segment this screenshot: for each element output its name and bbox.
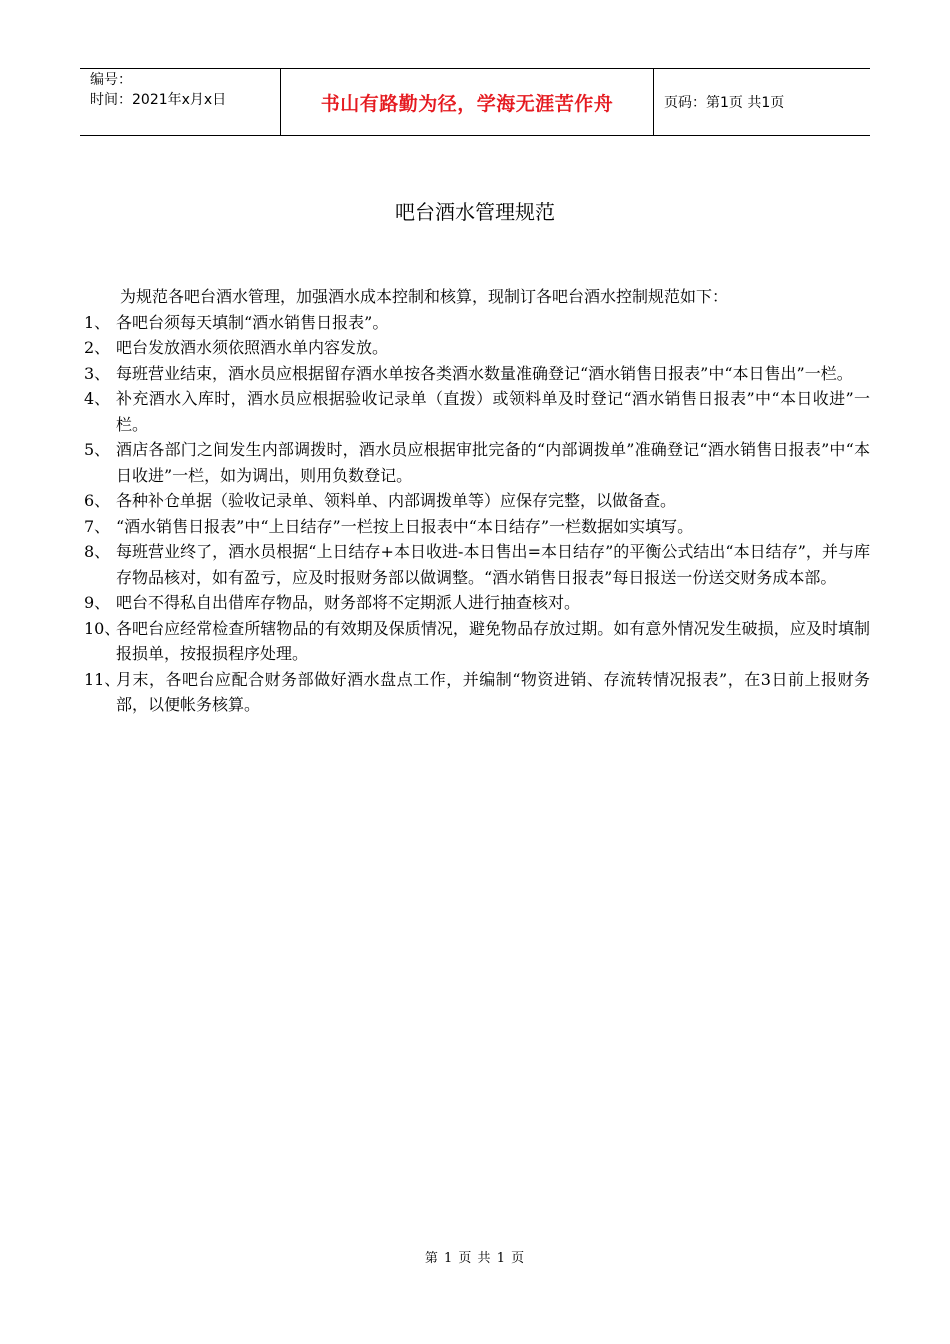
- rule-text: “酒水销售日报表”中“上日结存”一栏按上日报表中“本日结存”一栏数据如实填写。: [116, 516, 694, 536]
- motto-text: 书山有路勤为径，学海无涯苦作舟: [320, 92, 614, 115]
- document-title: 吧台酒水管理规范: [395, 200, 555, 224]
- rule-item: [84, 590, 870, 616]
- rule-number: 3、: [84, 363, 111, 383]
- rule-number: 2、: [84, 338, 111, 357]
- rule-item: [84, 361, 870, 387]
- rule-item: [84, 310, 870, 336]
- rule-list: [84, 310, 870, 718]
- page-info: 页码：第1页 共1页: [664, 95, 785, 111]
- rule-item: [84, 437, 870, 488]
- rule-text: 月末，各吧台应配合财务部做好酒水盘点工作，并编制“物资进销、存流转情况报表”，在3日前上报财务部，以便帐务核算。: [116, 669, 870, 714]
- rule-item: [84, 488, 870, 514]
- rule-text: 各种补仓单据（验收记录单、领料单、内部调拨单等）应保存完整，以做备查。: [116, 491, 677, 510]
- rule-number: 7、: [84, 516, 111, 536]
- rule-number: 1、: [84, 312, 111, 332]
- rule-item: [84, 514, 870, 540]
- rule-text: 补充酒水入库时，酒水员应根据验收记录单（直拨）或领料单及时登记“酒水销售日报表”中“本日收进”一栏。: [116, 389, 870, 434]
- header-meta-cell: [80, 69, 281, 135]
- rule-number: 10、: [84, 618, 121, 638]
- rule-item: [84, 386, 870, 437]
- rule-number: 9、: [84, 593, 111, 612]
- rule-number: 6、: [84, 491, 111, 510]
- header-page-cell: [654, 69, 870, 135]
- header-motto-cell: [281, 69, 654, 135]
- rule-number: 11、: [84, 669, 121, 689]
- rule-item: [84, 616, 870, 667]
- header-table: [80, 68, 870, 136]
- rule-text: 吧台不得私自出借库存物品，财务部将不定期派人进行抽查核对。: [116, 593, 581, 612]
- rule-item: [84, 335, 870, 361]
- rule-number: 8、: [84, 542, 111, 561]
- document-body: [84, 284, 870, 718]
- rule-number: 5、: [84, 440, 111, 459]
- rule-text: 吧台发放酒水须依照酒水单内容发放。: [116, 338, 389, 357]
- page-footer: 第 1 页 共 1 页: [424, 1251, 526, 1266]
- serial-label: 编号：: [90, 72, 132, 88]
- rule-item: [84, 539, 870, 590]
- date-label: 时间：2021年x月x日: [90, 92, 227, 108]
- rule-text: 每班营业终了，酒水员根据“上日结存+本日收进-本日售出=本日结存”的平衡公式结出“本日结存”，并与库存物品核对，如有盈亏，应及时报财务部以做调整。“酒水销售日报表”每日报送一份送交财务成本部。: [116, 542, 870, 587]
- rule-text: 各吧台须每天填制“酒水销售日报表”。: [116, 312, 389, 332]
- rule-number: 4、: [84, 389, 111, 408]
- rule-item: [84, 667, 870, 718]
- intro-paragraph: 为规范各吧台酒水管理，加强酒水成本控制和核算，现制订各吧台酒水控制规范如下：: [120, 287, 729, 306]
- rule-text: 各吧台应经常检查所辖物品的有效期及保质情况，避免物品存放过期。如有意外情况发生破损，应及时填制报损单，按报损程序处理。: [116, 618, 870, 663]
- rule-text: 每班营业结束，酒水员应根据留存酒水单按各类酒水数量准确登记“酒水销售日报表”中“本日售出”一栏。: [116, 363, 853, 383]
- rule-text: 酒店各部门之间发生内部调拨时，酒水员应根据审批完备的“内部调拨单”准确登记“酒水销售日报表”中“本日收进”一栏，如为调出，则用负数登记。: [116, 440, 870, 485]
